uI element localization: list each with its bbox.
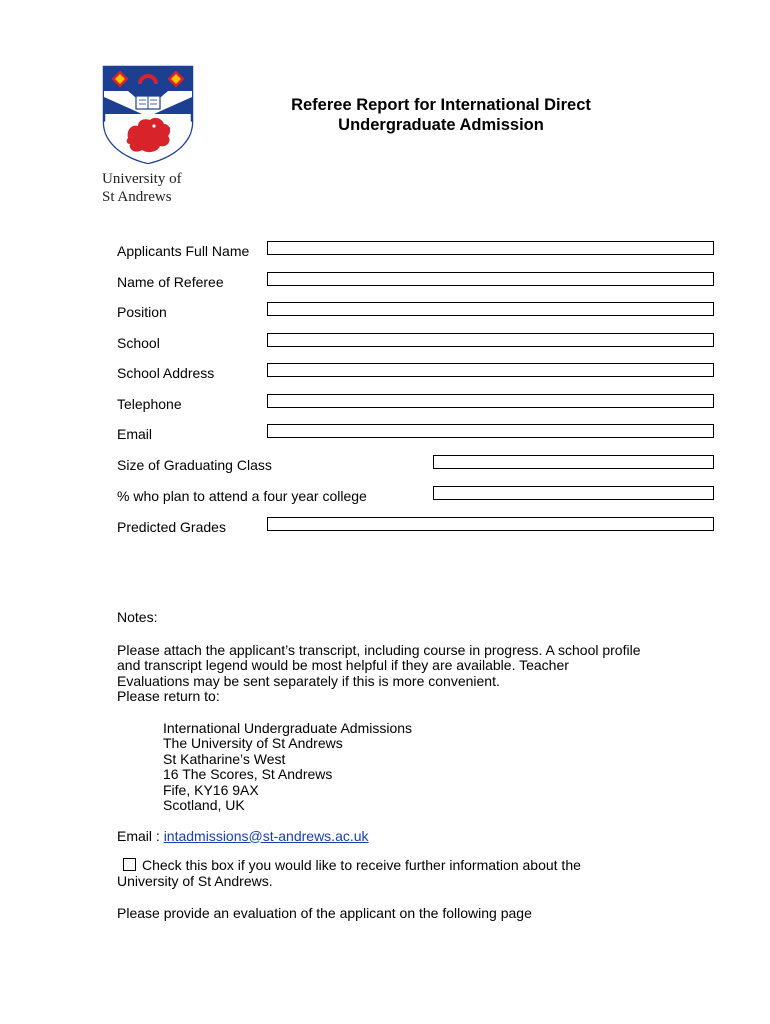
notes-text-line-2: and transcript legend would be most helpful if they are available. Teacher [117,657,569,673]
address-line: St Katharine’s West [163,750,286,767]
contact-email-link[interactable]: intadmissions@st-andrews.ac.uk [163,827,369,844]
college-percent-input[interactable] [433,486,714,500]
info-checkbox[interactable] [123,858,136,871]
address-line: 16 The Scores, St Andrews [163,766,333,782]
checkbox-label-line-2: University of St Andrews. [117,872,273,889]
class-size-label: Size of Graduating Class [117,457,272,473]
notes-text-line-1: Please attach the applicant’s transcript, including course in progress. A school profile [117,641,641,658]
form-row-class-size [0,455,770,475]
title-line-1: Referee Report for International Direct [291,96,591,114]
return-address [163,721,697,814]
page-title [258,95,624,135]
college-percent-label: % who plan to attend a four year college [117,488,367,504]
notes-text-line-3: Evaluations may be sent separately if this is more convenient. [117,672,500,689]
email-label: Email [117,426,153,442]
telephone-label: Telephone [117,396,182,412]
predicted-grades-input[interactable] [267,517,714,531]
address-line: International Undergraduate Admissions [163,719,413,736]
referee-name-input[interactable] [267,272,714,286]
institution-line-1: University of [102,171,182,187]
notes-text-line-4: Please return to: [117,688,220,704]
class-size-input[interactable] [433,455,714,469]
form-row-school-address [0,363,770,383]
notes-heading: Notes: [117,609,158,625]
contact-email-line [117,829,697,845]
email-input[interactable] [267,424,714,438]
form-row-position [0,302,770,322]
address-line: The University of St Andrews [163,735,343,751]
school-address-input[interactable] [267,363,714,377]
predicted-grades-label: Predicted Grades [117,519,226,535]
school-address-label: School Address [117,365,215,381]
checkbox-label-line-1: Check this box if you would like to receive further information about the [142,857,581,873]
form-row-referee-name [0,272,770,292]
referee-name-label: Name of Referee [117,274,224,290]
form-row-school [0,333,770,353]
school-input[interactable] [267,333,714,347]
contact-email-label: Email : [117,827,164,844]
university-crest-logo [98,64,198,164]
applicant-name-label: Applicants Full Name [117,243,250,259]
title-line-2: Undergraduate Admission [338,116,544,134]
form-row-applicant-name [0,241,770,261]
address-line: Scotland, UK [163,797,245,813]
school-label: School [117,335,160,351]
university-name [102,170,182,206]
institution-line-2: St Andrews [102,189,172,205]
form-row-email [0,424,770,444]
applicant-name-input[interactable] [267,241,714,255]
form-row-telephone [0,394,770,414]
position-label: Position [117,304,167,320]
final-instruction: Please provide an evaluation of the applicant on the following page [117,905,532,921]
form-row-predicted-grades [0,517,770,537]
position-input[interactable] [267,302,714,316]
info-checkbox-line [117,858,697,874]
telephone-input[interactable] [267,394,714,408]
form-row-college-percent [0,486,770,506]
address-line: Fife, KY16 9AX [163,781,259,798]
notes-section [117,610,697,922]
